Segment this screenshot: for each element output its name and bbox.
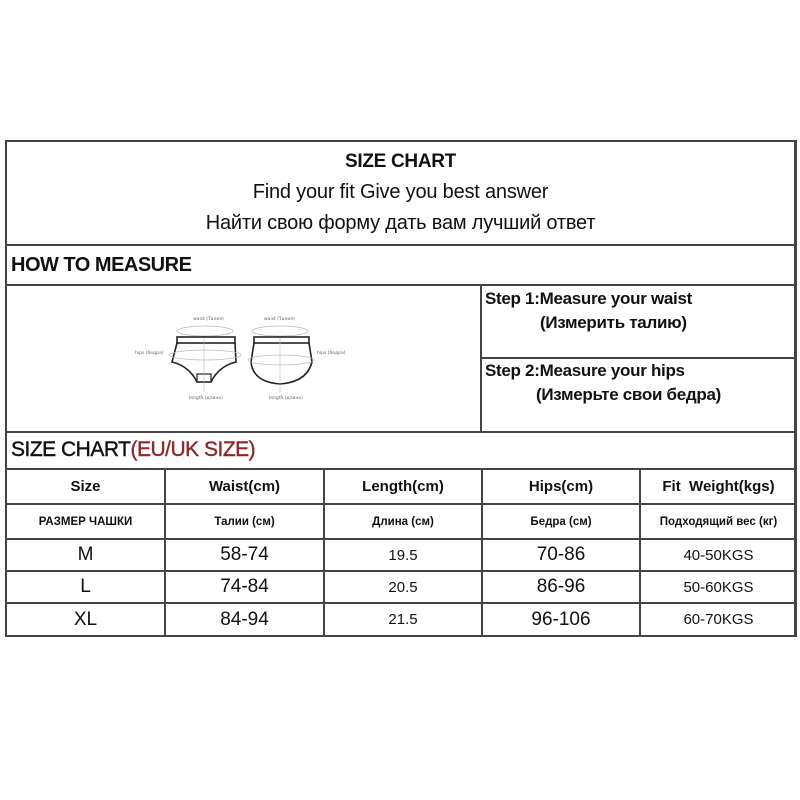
subtitle-english: Find your fit Give you best answer <box>252 181 549 203</box>
column-header: Hips(cm) <box>482 469 640 504</box>
waist-cell: 84-94 <box>165 603 324 635</box>
table-header-row-ru <box>7 504 796 539</box>
divider <box>7 284 794 286</box>
size-table <box>7 469 796 635</box>
hips-cell: 96-106 <box>482 603 640 635</box>
how-to-measure-heading: HOW TO MEASURE <box>11 254 192 276</box>
column-header: Size <box>7 469 165 504</box>
weight-cell: 60-70KGS <box>640 603 796 635</box>
waist-cell: 74-84 <box>165 571 324 603</box>
hips-cell: 86-96 <box>482 571 640 603</box>
size-cell: L <box>7 571 165 603</box>
step-1 <box>485 289 795 333</box>
waist-cell: 58-74 <box>165 539 324 571</box>
table-header-row-en <box>7 469 796 504</box>
hips-cell: 70-86 <box>482 539 640 571</box>
step-2 <box>485 361 795 405</box>
length-cell: 21.5 <box>324 603 482 635</box>
column-header: Length(cm) <box>324 469 482 504</box>
weight-cell: 40-50KGS <box>640 539 796 571</box>
size-chart-frame <box>5 140 797 637</box>
svg-text:hips (бедра): hips (бедра) <box>317 351 346 356</box>
column-header-ru: Длина (см) <box>324 504 482 539</box>
table-row <box>7 603 796 635</box>
length-cell: 19.5 <box>324 539 482 571</box>
step-2-ru: (Измерьте свои бедра) <box>536 385 721 404</box>
column-header-ru: Бедра (см) <box>482 504 640 539</box>
table-row <box>7 571 796 603</box>
step-1-en: Step 1:Measure your waist <box>485 289 692 308</box>
step-1-ru: (Измерить талию) <box>540 313 687 332</box>
subtitle-russian: Найти свою форму дать вам лучший ответ <box>205 212 596 234</box>
column-header: Waist(cm) <box>165 469 324 504</box>
column-header: Fit Weight(kgs) <box>640 469 796 504</box>
svg-text:waist (Талия): waist (Талия) <box>193 317 224 322</box>
size-chart-heading-text: SIZE CHART <box>11 438 131 461</box>
column-header-ru: РАЗМЕР ЧАШКИ <box>7 504 165 539</box>
page-title: SIZE CHART <box>344 151 456 172</box>
svg-text:length (длина): length (длина) <box>189 396 223 401</box>
length-cell: 20.5 <box>324 571 482 603</box>
svg-text:length (длина): length (длина) <box>269 396 303 401</box>
measure-diagram <box>117 304 357 404</box>
svg-text:waist (Талия): waist (Талия) <box>264 317 295 322</box>
size-cell: XL <box>7 603 165 635</box>
divider <box>7 244 794 246</box>
column-header-ru: Талии (см) <box>165 504 324 539</box>
divider <box>7 431 794 433</box>
divider <box>480 357 794 359</box>
table-row <box>7 539 796 571</box>
title-block <box>7 142 794 246</box>
size-chart-heading <box>11 438 255 462</box>
size-chart-heading-accent: (EU/UK SIZE) <box>130 438 256 461</box>
column-header-ru: Подходящий вес (кг) <box>640 504 796 539</box>
briefs-diagram-icon <box>117 304 357 404</box>
svg-text:hips (бедра): hips (бедра) <box>135 351 164 356</box>
weight-cell: 50-60KGS <box>640 571 796 603</box>
size-cell: M <box>7 539 165 571</box>
step-2-en: Step 2:Measure your hips <box>485 361 685 380</box>
